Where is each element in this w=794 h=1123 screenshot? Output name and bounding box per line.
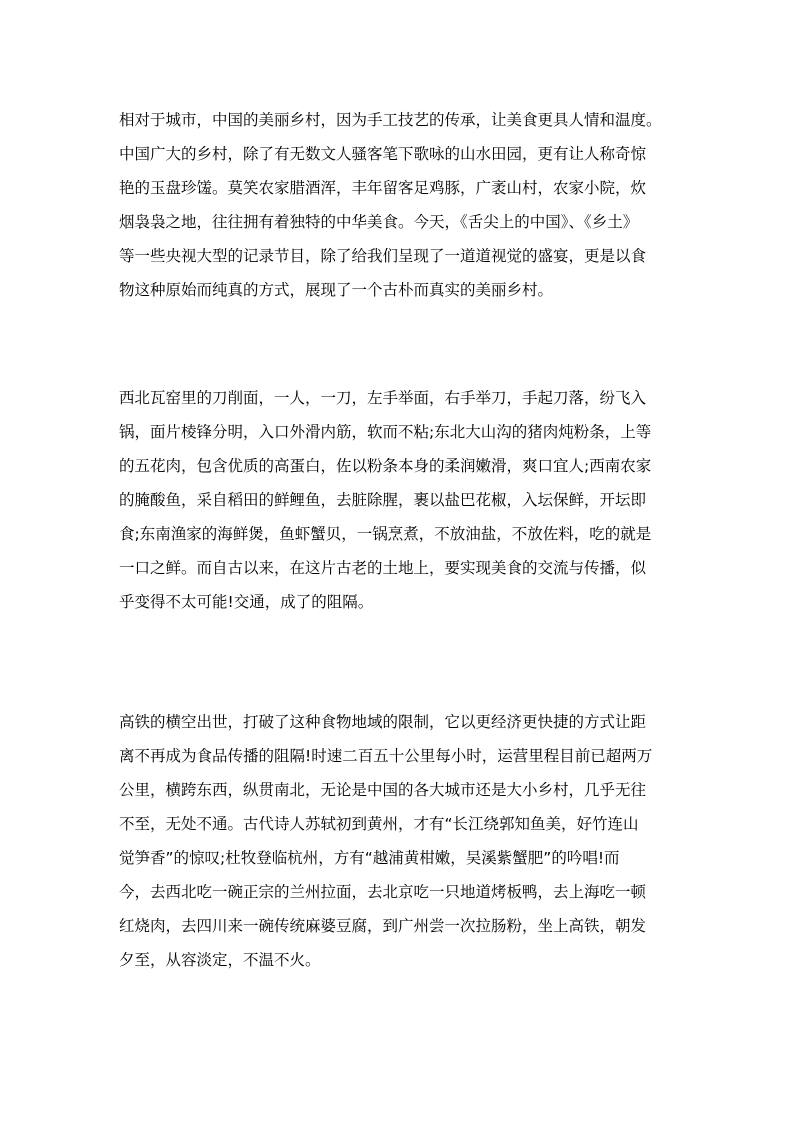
text-line: 高铁的横空出世，打破了这种食物地域的限制，它以更经济更快捷的方式让距 <box>119 713 647 731</box>
text-line: 西北瓦窑里的刀削面，一人，一刀，左手举面，右手举刀，手起刀落，纷飞入 <box>119 389 647 407</box>
text-line: 艳的玉盘珍馐。莫笑农家腊酒浑，丰年留客足鸡豚，广袤山村，农家小院，炊 <box>119 179 647 197</box>
text-line: 不至，无处不通。古代诗人苏轼初到黄州，才有“长江绕郭知鱼美，好竹连山 <box>119 815 639 833</box>
text-line: 锅，面片棱锋分明，入口外滑内筋，软而不粘;东北大山沟的猪肉炖粉条，上等 <box>119 423 652 441</box>
text-line: 离不再成为食品传播的阻隔!时速二百五十公里每小时，运营里程目前已超两万 <box>119 747 653 765</box>
text-line: 烟袅袅之地，往往拥有着独特的中华美食。今天，《舌尖上的中国》、《乡土》 <box>119 213 639 231</box>
text-line: 公里，横跨东西，纵贯南北，无论是中国的各大城市还是大小乡村，几乎无往 <box>119 781 647 799</box>
paragraph-regional-dishes <box>119 381 681 619</box>
text-line: 等一些央视大型的记录节目，除了给我们呈现了一道道视觉的盛宴，更是以食 <box>119 247 647 265</box>
text-line: 中国广大的乡村，除了有无数文人骚客笔下歌咏的山水田园，更有让人称奇惊 <box>119 145 647 163</box>
text-line: 食;东南渔家的海鲜煲，鱼虾蟹贝，一锅烹煮，不放油盐，不放佐料，吃的就是 <box>119 525 652 543</box>
paragraph-rural-cuisine-intro <box>119 103 681 307</box>
text-line: 一口之鲜。而自古以来，在这片古老的土地上，要实现美食的交流与传播，似 <box>119 559 647 577</box>
text-line: 物这种原始而纯真的方式，展现了一个古朴而真实的美丽乡村。 <box>119 281 554 299</box>
text-line: 的五花肉，包含优质的高蛋白，佐以粉条本身的柔润嫩滑，爽口宜人;西南农家 <box>119 457 652 475</box>
text-line: 相对于城市，中国的美丽乡村，因为手工技艺的传承，让美食更具人情和温度。 <box>119 111 662 129</box>
text-line: 乎变得不太可能!交通，成了的阻隔。 <box>119 593 374 611</box>
text-line: 今，去西北吃一碗正宗的兰州拉面，去北京吃一只地道烤板鸭，去上海吃一顿 <box>119 883 647 901</box>
text-line: 夕至，从容淡定，不温不火。 <box>119 951 321 969</box>
text-line: 红烧肉，去四川来一碗传统麻婆豆腐，到广州尝一次拉肠粉，坐上高铁，朝发 <box>119 917 647 935</box>
text-line: 觉笋香”的惊叹;杜牧登临杭州，方有“越浦黄柑嫩，吴溪紫蟹肥”的吟唱!而 <box>119 849 620 867</box>
paragraph-high-speed-rail <box>119 705 681 977</box>
text-line: 的腌酸鱼，采自稻田的鲜鲤鱼，去脏除腥，裹以盐巴花椒，入坛保鲜，开坛即 <box>119 491 647 509</box>
